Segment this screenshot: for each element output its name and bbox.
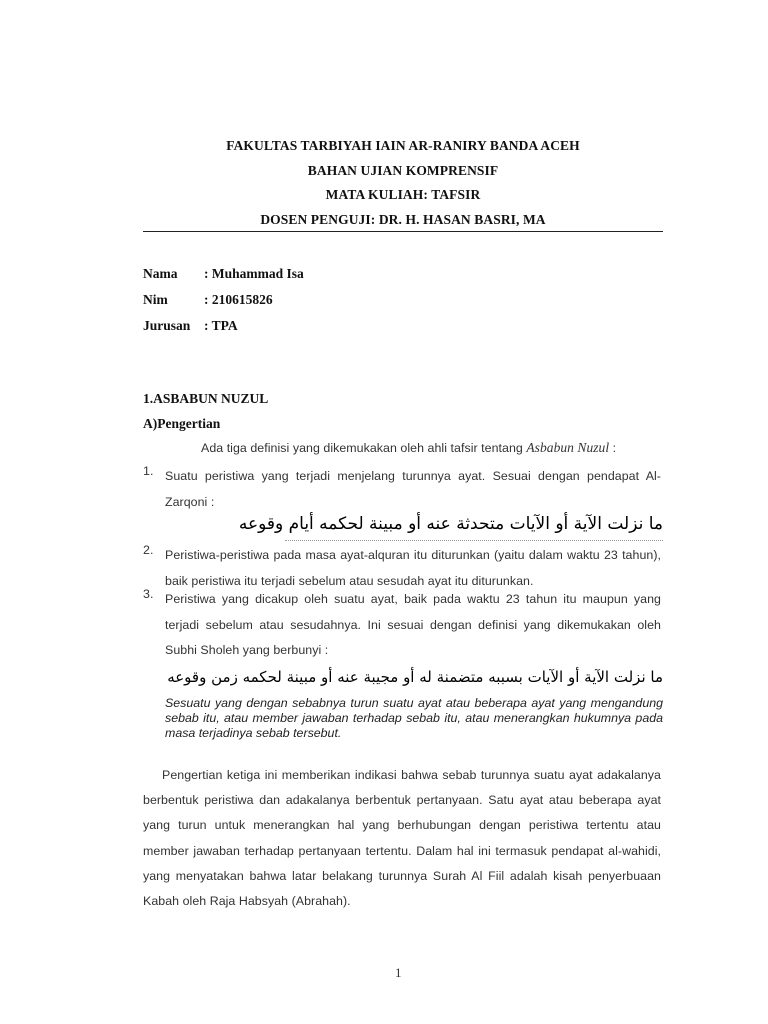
list-text: Suatu peristiwa yang terjadi menjelang turunnya ayat. Sesuai dengan pendapat Al-Zarqoni : xyxy=(165,469,661,509)
list-number: 1. xyxy=(143,464,154,478)
arabic-quote-subhi-sholeh: ما نزلت الآية أو الآيات بسببه متضمنة له أو مجيبة عنه أو مبينة لحكمه زمن وقوعه xyxy=(167,668,663,686)
section-title: 1.ASBABUN NUZUL xyxy=(143,391,269,406)
arabic-underline xyxy=(285,540,663,541)
list-text: Peristiwa yang dicakup oleh suatu ayat, baik pada waktu 23 tahun itu maupun yang terjadi sebelum atau sesudahnya. Ini sesuai dengan definisi yang dikemukakan oleh Subhi Sholeh yang berbunyi : xyxy=(165,592,661,657)
header-divider xyxy=(143,231,663,232)
body-paragraph: Pengertian ketiga ini memberikan indikasi bahwa sebab turunnya suatu ayat adakalanya berbentuk peristiwa dan adakalanya berbentuk pertanyaan. Satu ayat atau beberapa ayat yang turun untuk menerangkan hal yang berhubungan dengan peristiwa tertentu atau member jawaban terhadap pertanyaan tertentu. Dalam hal ini termasuk pendapat al-wahidi, yang menyatakan bahwa latar belakang turunnya Surah Al Fiil adalah kisah penyerbuaan Kabah oleh Raja Habsyah (Abrahah). xyxy=(143,768,661,909)
nim-label: Nim xyxy=(143,292,168,307)
intro-term: Asbabun Nuzul xyxy=(526,440,610,455)
section-subtitle: A)Pengertian xyxy=(143,416,221,431)
document-header xyxy=(143,134,663,232)
header-exam-title: BAHAN UJIAN KOMPRENSIF xyxy=(307,162,499,178)
page-number: 1 xyxy=(395,965,402,980)
list-number: 2. xyxy=(143,543,154,557)
header-course: MATA KULIAH: TAFSIR xyxy=(325,187,481,202)
intro-text: Ada tiga definisi yang dikemukakan oleh ahli tafsir tentang xyxy=(201,441,523,455)
header-faculty: FAKULTAS TARBIYAH IAIN AR-RANIRY BANDA ACEH xyxy=(226,138,580,153)
header-examiner: DOSEN PENGUJI: DR. H. HASAN BASRI, MA xyxy=(260,211,546,227)
intro-colon: : xyxy=(609,441,617,455)
name-value: : Muhammad Isa xyxy=(204,266,304,281)
major-label: Jurusan xyxy=(143,318,191,333)
intro-sentence xyxy=(201,440,616,456)
list-number: 3. xyxy=(143,587,154,601)
major-value: : TPA xyxy=(204,318,238,333)
nim-value: : 210615826 xyxy=(204,292,273,307)
translation-quote: Sesuatu yang dengan sebabnya turun suatu ayat atau beberapa ayat yang mengandung sebab itu, atau member jawaban terhadap sebab itu, atau menerangkan hukumnya pada masa terjadinya sebab tersebut. xyxy=(165,696,663,740)
name-label: Nama xyxy=(143,266,178,281)
arabic-quote-zarqoni: ما نزلت الآية أو الآيات متحدثة عنه أو مبينة لحكمه أيام وقوعه xyxy=(238,514,663,534)
list-text: Peristiwa-peristiwa pada masa ayat-alquran itu diturunkan (yaitu dalam waktu 23 tahun), baik peristiwa itu terjadi sebelum atau sesudah ayat itu diturunkan. xyxy=(165,548,661,588)
